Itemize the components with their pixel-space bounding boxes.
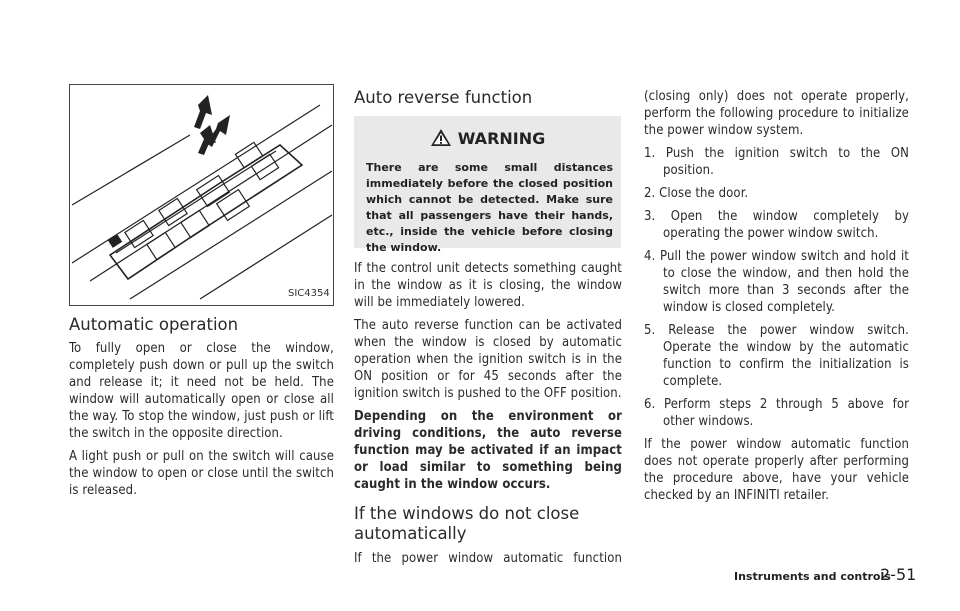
auto-reverse-paragraph-3: Depending on the environment or driving conditions, the auto reverse function may be activated if an impact or load similar to something being caught in the window occurs. (354, 409, 622, 492)
power-window-switch-illustration (69, 84, 334, 306)
column-middle (354, 88, 622, 108)
not-close-outro: If the power window automatic function does not operate properly after performing the procedure above, have your vehicle checked by an INFINITI retailer. (644, 437, 909, 503)
steps-list (644, 145, 909, 430)
step-item: 5. Release the power window switch. Operate the window by the automatic function to confirm the initialization is complete. (644, 323, 909, 389)
warning-title-text: WARNING (457, 129, 546, 148)
column-right (644, 88, 909, 510)
column-left (69, 315, 334, 505)
not-close-intro-start: If the power window automatic function (354, 551, 622, 566)
auto-reverse-paragraph-2: The auto reverse function can be activated when the window is closed by automatic operation when the ignition switch is in the ON position or for 45 seconds after the ignition switch is pushed to the OFF position. (354, 318, 622, 401)
step-item: 6. Perform steps 2 through 5 above for other windows. (644, 397, 909, 429)
heading-automatic-operation: Automatic operation (69, 315, 239, 334)
automatic-operation-paragraph-2: A light push or pull on the switch will cause the window to open or close until the switch is released. (69, 449, 334, 498)
not-close-intro-continued (644, 88, 909, 139)
warning-title (354, 128, 621, 148)
step-item: 2. Close the door. (644, 186, 749, 201)
figure-code: SIC4354 (288, 288, 330, 299)
warning-text: There are some small distances immediately before the closed position which cannot be detected. Make sure that all passengers have their hands, etc., inside the vehicle before closing the window. (366, 161, 613, 254)
not-close-intro-text: (closing only) does not operate properly, perform the following procedure to initialize the power window system. (644, 89, 909, 138)
step-item: 3. Open the window completely by operating the power window switch. (644, 209, 909, 241)
footer-section-title: Instruments and controls (734, 570, 891, 583)
step-item: 1. Push the ignition switch to the ON position. (644, 146, 909, 178)
page-number: 2-51 (880, 565, 917, 584)
step-item: 4. Pull the power window switch and hold it to close the window, and then hold the switch more than 3 seconds after the window is closed completely. (644, 249, 909, 315)
automatic-operation-paragraph-1: To fully open or close the window, completely push down or pull up the switch and release it; it need not be held. The window will automatically open or close all the way. To stop the window, just push or lift the switch in the opposite direction. (69, 341, 334, 441)
column-middle-body (354, 260, 622, 573)
heading-windows-not-close: If the windows do not close automatically (354, 504, 580, 543)
heading-auto-reverse: Auto reverse function (354, 88, 533, 107)
warning-triangle-icon (430, 128, 452, 147)
window-switch-drawing (70, 85, 333, 305)
auto-reverse-paragraph-1: If the control unit detects something caught in the window as it is closing, the window will be immediately lowered. (354, 261, 622, 310)
